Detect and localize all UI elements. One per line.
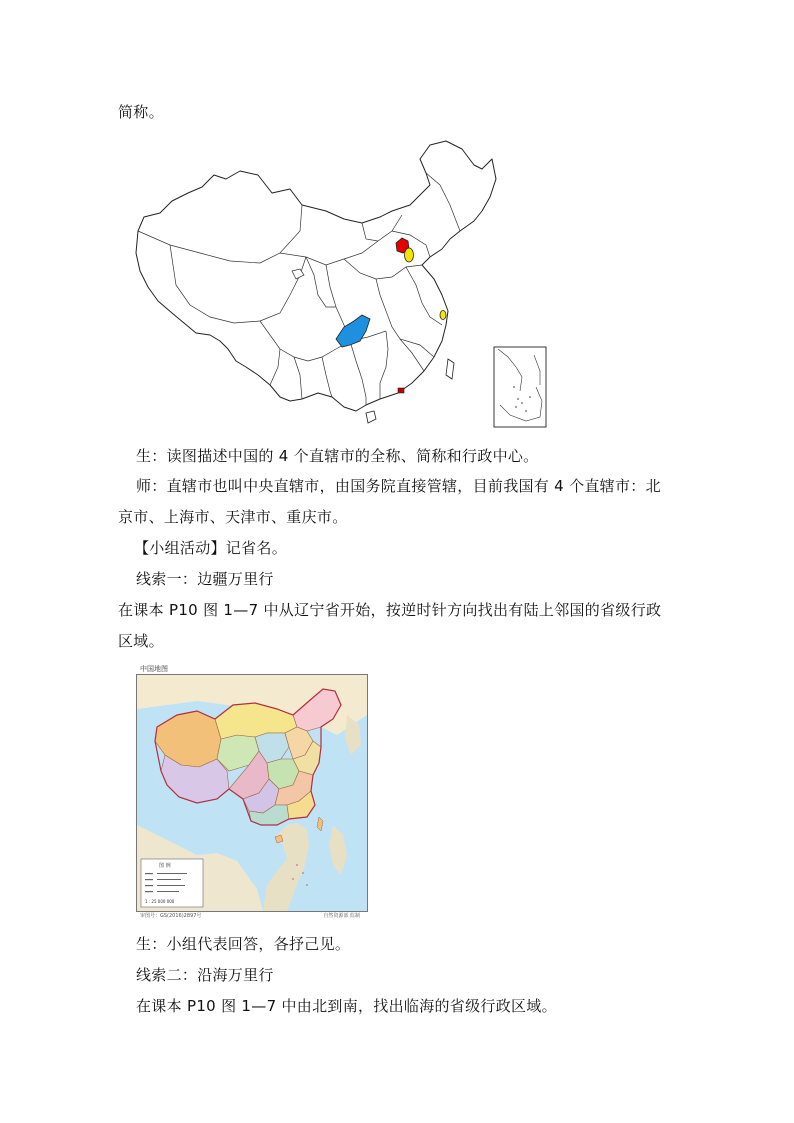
taiwan-island <box>446 359 454 379</box>
text-line: 京市、上海市、天津市、重庆市。 <box>118 508 348 526</box>
hongkong-marker <box>398 388 404 393</box>
text-line: 在课本 P10 图 1—7 中由北到南，找出临海的省级行政区域。 <box>136 997 557 1015</box>
map-legend-title: 图 例 <box>159 863 171 869</box>
text-line: 区域。 <box>118 632 164 650</box>
map-scale: 1 : 25 000 000 <box>145 899 175 904</box>
china-political-map <box>136 664 368 920</box>
hainan-island <box>366 411 376 423</box>
china-outline <box>136 141 496 411</box>
text-line: 简称。 <box>118 103 164 121</box>
south-sea-inset <box>494 347 546 427</box>
map-title: 中国地图 <box>140 665 168 673</box>
text-line: 生：读图描述中国的 4 个直辖市的全称、简称和行政中心。 <box>136 447 539 465</box>
text-line: 师：直辖市也叫中央直辖市，由国务院直接管辖，目前我国有 4 个直辖市：北 <box>136 477 661 495</box>
map-footer-right: 自然资源部 监制 <box>323 913 360 919</box>
text-line: 在课本 P10 图 1—7 中从辽宁省开始，按逆时针方向找出有陆上邻国的省级行政 <box>118 601 662 619</box>
china-municipalities-map <box>130 135 560 430</box>
text-line: 线索二：沿海万里行 <box>136 966 274 984</box>
text-line: 生：小组代表回答，各抒己见。 <box>136 935 351 953</box>
text-line: 【小组活动】记省名。 <box>134 539 288 557</box>
text-line: 线索一：边疆万里行 <box>136 570 274 588</box>
shanghai-shape <box>440 311 446 320</box>
tianjin-shape <box>405 248 414 262</box>
map-footer-left: 审图号：GS(2016)2897号 <box>140 913 202 919</box>
